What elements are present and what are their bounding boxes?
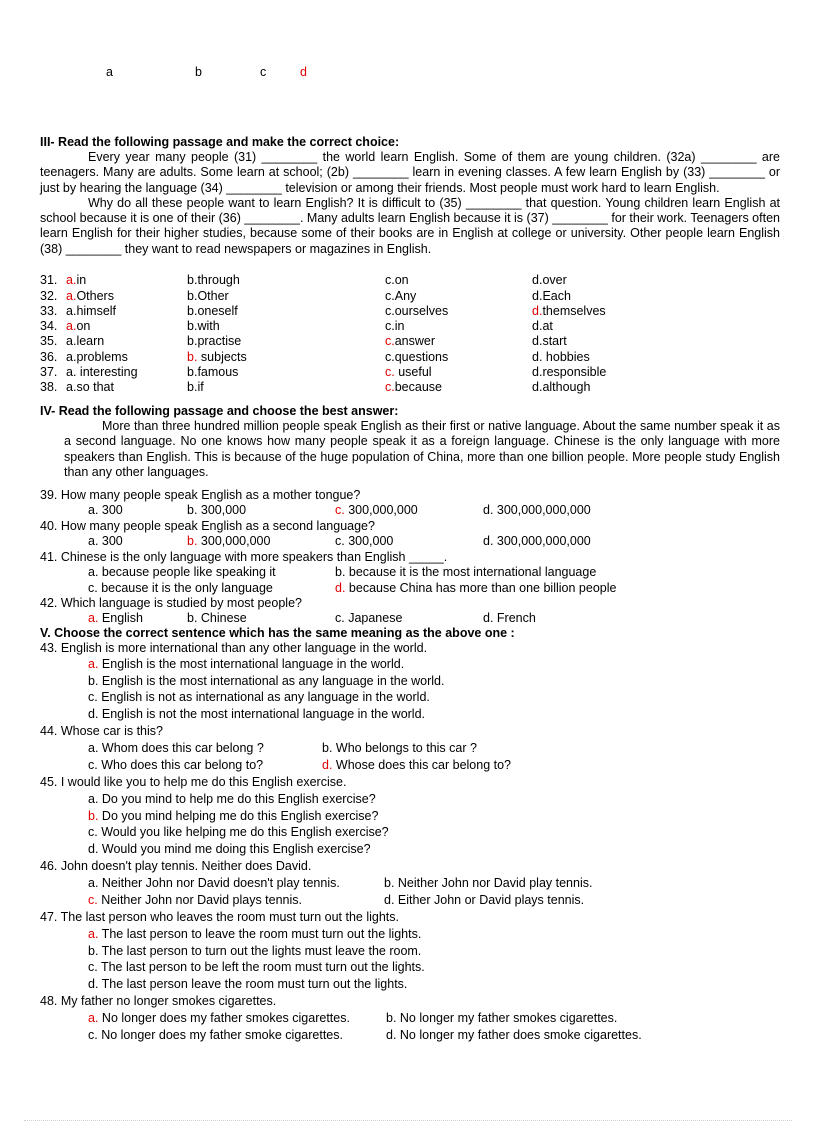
q41-option-a[interactable]: a. because people like speaking it	[88, 565, 276, 579]
option-text: start	[542, 334, 567, 348]
option-letter: c.	[385, 304, 395, 318]
option-a[interactable]	[66, 304, 116, 318]
q40-option-c[interactable]: c. 300,000	[335, 534, 394, 548]
option-text: themselves	[542, 304, 606, 318]
option-text: Any	[394, 289, 417, 303]
top-option-b: b	[195, 65, 202, 79]
section3-passage	[40, 150, 780, 257]
option-a[interactable]	[66, 350, 128, 364]
option-text: if	[197, 380, 204, 394]
q42-answer-letter: a.	[88, 611, 99, 625]
question-number: 32.	[40, 289, 58, 303]
option-text: hobbies	[542, 350, 590, 364]
option-b[interactable]	[187, 380, 204, 394]
q48-option-a-text: No longer does my father smokes cigarettes.	[98, 1011, 350, 1025]
question-number: 34.	[40, 319, 58, 333]
option-text: with	[197, 319, 220, 333]
q48-option-c[interactable]: c. No longer does my father smoke cigarettes.	[88, 1028, 343, 1042]
q47-option-b[interactable]: b. The last person to turn out the lights must leave the room.	[88, 944, 422, 958]
q42-option-a-text: English	[98, 611, 143, 625]
option-letter: d.	[532, 380, 543, 394]
option-c[interactable]	[385, 380, 442, 394]
option-text: famous	[197, 365, 239, 379]
option-d[interactable]	[532, 304, 606, 318]
q39-option-b[interactable]: b. 300,000	[187, 503, 247, 517]
q41-option-b[interactable]: b. because it is the most international language	[335, 565, 597, 579]
option-c[interactable]	[385, 273, 409, 287]
option-letter: d.	[532, 319, 543, 333]
q41-answer-letter: d.	[335, 581, 346, 595]
q40-option-d[interactable]: d. 300,000,000,000	[483, 534, 591, 548]
top-option-d: d	[300, 65, 307, 79]
q43-answer-letter: a.	[88, 657, 99, 671]
q39-option-c[interactable]	[335, 503, 418, 517]
q46-option-a[interactable]: a. Neither John nor David doesn't play tennis.	[88, 876, 340, 890]
option-b[interactable]	[187, 319, 220, 333]
option-b[interactable]	[187, 350, 247, 364]
option-b[interactable]	[187, 304, 238, 318]
q44-option-b[interactable]: b. Who belongs to this car ?	[322, 741, 477, 755]
option-a[interactable]	[66, 319, 90, 333]
option-d[interactable]	[532, 380, 590, 394]
q43-option-a[interactable]	[88, 657, 404, 671]
question-47: 47. The last person who leaves the room must turn out the lights.	[40, 910, 399, 924]
option-letter: d.	[532, 334, 543, 348]
question-46: 46. John doesn't play tennis. Neither does David.	[40, 859, 312, 873]
option-letter: c.	[385, 289, 395, 303]
option-letter: b.	[187, 289, 198, 303]
option-letter: c.	[385, 365, 395, 379]
question-number: 38.	[40, 380, 58, 394]
top-option-c: c	[260, 65, 267, 79]
section4-passage	[64, 419, 780, 480]
option-text: useful	[394, 365, 432, 379]
question-41: 41. Chinese is the only language with more speakers than English _____.	[40, 550, 448, 564]
option-text: so that	[76, 380, 114, 394]
q40-option-b[interactable]	[187, 534, 270, 548]
option-letter: b.	[187, 273, 198, 287]
option-letter: c.	[385, 273, 395, 287]
option-letter: d.	[532, 289, 543, 303]
option-letter: a.	[66, 319, 77, 333]
option-letter: b.	[187, 319, 198, 333]
question-48: 48. My father no longer smokes cigarettes.	[40, 994, 277, 1008]
option-c[interactable]	[385, 304, 448, 318]
q39-option-c-text: 300,000,000	[344, 503, 418, 517]
q46-option-c[interactable]	[88, 893, 302, 907]
q45-option-c[interactable]: c. Would you like helping me do this English exercise?	[88, 825, 389, 839]
option-text: in	[394, 319, 405, 333]
option-letter: c.	[385, 350, 395, 364]
q46-option-b[interactable]: b. Neither John nor David play tennis.	[384, 876, 593, 890]
option-text: in	[76, 273, 87, 287]
option-letter: a.	[66, 304, 77, 318]
option-text: oneself	[197, 304, 238, 318]
q42-option-a[interactable]	[88, 611, 143, 625]
q46-option-d[interactable]: d. Either John or David plays tennis.	[384, 893, 585, 907]
option-d[interactable]	[532, 334, 567, 348]
option-letter: b.	[187, 380, 198, 394]
option-b[interactable]	[187, 365, 238, 379]
option-letter: a.	[66, 273, 77, 287]
page-bottom-divider	[24, 1120, 792, 1121]
option-text: through	[197, 273, 240, 287]
question-number: 36.	[40, 350, 58, 364]
option-text: Each	[542, 289, 571, 303]
option-letter: a.	[66, 289, 77, 303]
q48-answer-letter: a.	[88, 1011, 99, 1025]
option-a[interactable]	[66, 334, 104, 348]
section5-title: V. Choose the correct sentence which has the same meaning as the above one :	[40, 626, 515, 640]
option-text: ourselves	[394, 304, 449, 318]
question-number: 31.	[40, 273, 58, 287]
option-letter: b.	[187, 334, 198, 348]
q41-option-d-text: because China has more than one billion people	[345, 581, 617, 595]
option-text: practise	[197, 334, 242, 348]
q42-option-c[interactable]: c. Japanese	[335, 611, 403, 625]
option-d[interactable]	[532, 365, 606, 379]
q48-option-b[interactable]: b. No longer my father smokes cigarettes.	[386, 1011, 618, 1025]
q45-option-a[interactable]: a. Do you mind to help me do this English exercise?	[88, 792, 376, 806]
option-text: answer	[394, 334, 436, 348]
option-letter: a.	[66, 365, 77, 379]
question-number: 33.	[40, 304, 58, 318]
option-c[interactable]	[385, 319, 404, 333]
option-d[interactable]	[532, 350, 590, 364]
q47-option-d[interactable]: d. The last person leave the room must turn out the lights.	[88, 977, 408, 991]
option-letter: d.	[532, 365, 543, 379]
top-option-a: a	[106, 65, 113, 79]
q46-answer-letter: c.	[88, 893, 98, 907]
q43-option-a-text: English is the most international language in the world.	[98, 657, 405, 671]
q45-option-d[interactable]: d. Would you mind me doing this English exercise?	[88, 842, 371, 856]
option-text: on	[76, 319, 91, 333]
q44-answer-letter: d.	[322, 758, 333, 772]
q43-option-d[interactable]: d. English is not the most international language in the world.	[88, 707, 426, 721]
option-text: at	[542, 319, 553, 333]
q45-answer-letter: b.	[88, 809, 99, 823]
q42-option-b[interactable]: b. Chinese	[187, 611, 247, 625]
question-44: 44. Whose car is this?	[40, 724, 163, 738]
option-letter: d.	[532, 304, 543, 318]
option-c[interactable]	[385, 289, 416, 303]
q45-option-b-text: Do you mind helping me do this English exercise?	[98, 809, 379, 823]
section4-paragraph: More than three hundred million people speak English as their first or native language. About the same number speak it as a second language. No one knows how many people speak it as a foreign language. Chinese is the only language with more speakers than English. This is because of the huge population of China, more than one billion people. More people study English than any other languages.	[64, 419, 780, 479]
q47-option-a-text: The last person to leave the room must turn out the lights.	[98, 927, 422, 941]
option-letter: c.	[385, 380, 395, 394]
option-b[interactable]	[187, 273, 240, 287]
q40-option-b-text: 300,000,000	[197, 534, 271, 548]
option-letter: c.	[385, 334, 395, 348]
option-c[interactable]	[385, 334, 435, 348]
option-letter: a.	[66, 350, 77, 364]
option-c[interactable]	[385, 350, 448, 364]
question-45: 45. I would like you to help me do this English exercise.	[40, 775, 347, 789]
q39-answer-letter: c.	[335, 503, 345, 517]
option-c[interactable]	[385, 365, 432, 379]
question-43: 43. English is more international than any other language in the world.	[40, 641, 428, 655]
q42-option-d[interactable]: d. French	[483, 611, 536, 625]
option-letter: c.	[385, 319, 395, 333]
question-number: 37.	[40, 365, 58, 379]
option-text: over	[542, 273, 567, 287]
option-text: Others	[76, 289, 114, 303]
option-text: interesting	[76, 365, 138, 379]
q44-option-d-text: Whose does this car belong to?	[332, 758, 512, 772]
option-text: although	[542, 380, 591, 394]
option-text: Other	[197, 289, 229, 303]
q47-option-a[interactable]	[88, 927, 421, 941]
section3-paragraph-1: Every year many people (31) ________ the world learn English. Some of them are young children. (32a) ________ are teenagers. Many are adults. Some learn at school; (2b) ________ learn in evening classes. A few learn English by (33) ________ or just by hearing the language (34) ________ television or among their friends. Most people must work hard to learn English.	[40, 150, 780, 195]
option-letter: b.	[187, 350, 198, 364]
option-letter: d.	[532, 350, 543, 364]
option-a[interactable]	[66, 365, 138, 379]
option-letter: a.	[66, 380, 77, 394]
option-a[interactable]	[66, 380, 114, 394]
q40-option-a[interactable]: a. 300	[88, 534, 123, 548]
q44-option-a[interactable]: a. Whom does this car belong ?	[88, 741, 264, 755]
q40-answer-letter: b.	[187, 534, 198, 548]
option-text: problems	[76, 350, 128, 364]
option-text: learn	[76, 334, 105, 348]
option-text: subjects	[197, 350, 247, 364]
option-text: himself	[76, 304, 117, 318]
q46-option-c-text: Neither John nor David plays tennis.	[97, 893, 303, 907]
q47-answer-letter: a.	[88, 927, 99, 941]
q43-option-c[interactable]: c. English is not as international as any language in the world.	[88, 690, 430, 704]
q39-option-d[interactable]: d. 300,000,000,000	[483, 503, 591, 517]
option-letter: b.	[187, 304, 198, 318]
option-d[interactable]	[532, 273, 567, 287]
option-text: responsible	[542, 365, 607, 379]
q47-option-c[interactable]: c. The last person to be left the room must turn out the lights.	[88, 960, 425, 974]
section4-title: IV- Read the following passage and choose the best answer:	[40, 404, 399, 418]
q41-option-c[interactable]: c. because it is the only language	[88, 581, 273, 595]
q48-option-a[interactable]	[88, 1011, 350, 1025]
option-letter: d.	[532, 273, 543, 287]
option-d[interactable]	[532, 319, 553, 333]
q39-option-a[interactable]: a. 300	[88, 503, 123, 517]
question-39: 39. How many people speak English as a mother tongue?	[40, 488, 361, 502]
option-text: on	[394, 273, 409, 287]
question-42: 42. Which language is studied by most people?	[40, 596, 302, 610]
option-letter: b.	[187, 365, 198, 379]
option-text: because	[394, 380, 442, 394]
question-number: 35.	[40, 334, 58, 348]
q43-option-b[interactable]: b. English is the most international as any language in the world.	[88, 674, 445, 688]
option-b[interactable]	[187, 334, 241, 348]
q44-option-c[interactable]: c. Who does this car belong to?	[88, 758, 264, 772]
option-text: questions	[394, 350, 449, 364]
q45-option-b[interactable]	[88, 809, 378, 823]
section3-paragraph-2: Why do all these people want to learn English? It is difficult to (35) ________ that question. Young children learn English at school because it is one of their (36) ________. Many adults learn English because it is (37) ________ for their work. Teenagers often learn English for their higher studies, because some of their books are in English at college or university. Other people learn English (38) ________ they want to read newspapers or magazines in English.	[40, 195, 780, 256]
q48-option-d[interactable]: d. No longer my father does smoke cigarettes.	[386, 1028, 642, 1042]
option-a[interactable]	[66, 273, 86, 287]
option-a[interactable]	[66, 289, 114, 303]
option-letter: a.	[66, 334, 77, 348]
section3-title: III- Read the following passage and make the correct choice:	[40, 135, 400, 149]
q44-option-d[interactable]	[322, 758, 511, 772]
option-b[interactable]	[187, 289, 229, 303]
q41-option-d[interactable]	[335, 581, 616, 595]
question-40: 40. How many people speak English as a second language?	[40, 519, 375, 533]
option-d[interactable]	[532, 289, 571, 303]
